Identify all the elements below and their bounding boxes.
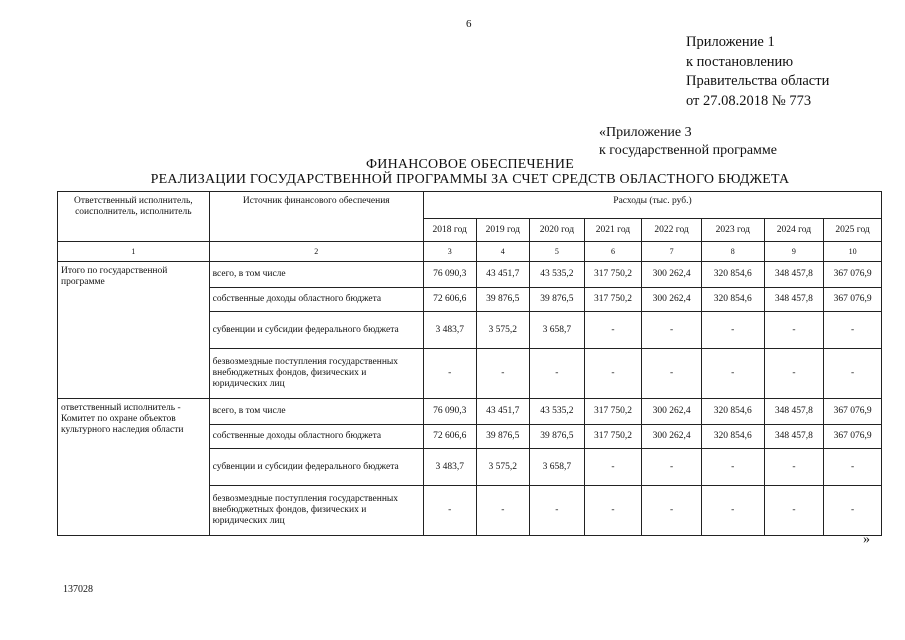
appendix1-line4: от 27.08.2018 № 773 <box>686 92 812 109</box>
value-cell: 367 076,9 <box>824 399 882 425</box>
column-number: 9 <box>764 242 824 262</box>
source-cell: собственные доходы областного бюджета <box>209 288 423 312</box>
executor-cell: Итого по государственной программе <box>58 262 210 399</box>
appendix3-block <box>599 124 777 160</box>
value-cell: 39 876,5 <box>530 425 585 449</box>
value-cell: 72 606,6 <box>423 425 476 449</box>
column-number: 7 <box>642 242 702 262</box>
column-number-row <box>58 242 882 262</box>
header-expenses: Расходы (тыс. руб.) <box>423 192 881 219</box>
value-cell: 348 457,8 <box>764 399 824 425</box>
value-cell: 300 262,4 <box>642 262 702 288</box>
year-header: 2022 год <box>642 219 702 242</box>
source-cell: безвозмездные поступления государственных внебюджетных фондов, физических и юридических лиц <box>209 486 423 536</box>
value-cell: 39 876,5 <box>530 288 585 312</box>
value-cell: 3 658,7 <box>530 449 585 486</box>
year-header: 2023 год <box>701 219 764 242</box>
value-cell: 39 876,5 <box>476 425 530 449</box>
column-number: 5 <box>530 242 585 262</box>
value-cell: - <box>701 312 764 349</box>
value-cell: 3 575,2 <box>476 312 530 349</box>
appendix1-block <box>686 33 829 111</box>
year-header: 2019 год <box>476 219 530 242</box>
value-cell: 43 451,7 <box>476 262 530 288</box>
financing-table <box>57 191 882 536</box>
value-cell: - <box>701 486 764 536</box>
value-cell: 76 090,3 <box>423 399 476 425</box>
value-cell: 3 658,7 <box>530 312 585 349</box>
appendix1-line3: Правительства области <box>686 73 830 89</box>
value-cell: 367 076,9 <box>824 425 882 449</box>
value-cell: 348 457,8 <box>764 262 824 288</box>
value-cell: 43 535,2 <box>530 399 585 425</box>
value-cell: - <box>642 349 702 399</box>
value-cell: - <box>824 312 882 349</box>
year-header: 2024 год <box>764 219 824 242</box>
title-line2: РЕАЛИЗАЦИИ ГОСУДАРСТВЕННОЙ ПРОГРАММЫ ЗА СЧЕТ СРЕДСТВ ОБЛАСТНОГО БЮДЖЕТА <box>150 172 790 187</box>
column-number: 1 <box>58 242 210 262</box>
value-cell: - <box>584 449 642 486</box>
year-header: 2020 год <box>530 219 585 242</box>
source-cell: всего, в том числе <box>209 399 423 425</box>
value-cell: - <box>584 312 642 349</box>
value-cell: 320 854,6 <box>701 399 764 425</box>
value-cell: 317 750,2 <box>584 288 642 312</box>
value-cell: 367 076,9 <box>824 288 882 312</box>
value-cell: 39 876,5 <box>476 288 530 312</box>
value-cell: 72 606,6 <box>423 288 476 312</box>
value-cell: 320 854,6 <box>701 288 764 312</box>
column-number: 6 <box>584 242 642 262</box>
value-cell: 43 451,7 <box>476 399 530 425</box>
value-cell: 3 483,7 <box>423 449 476 486</box>
value-cell: 3 483,7 <box>423 312 476 349</box>
value-cell: - <box>476 486 530 536</box>
value-cell: 348 457,8 <box>764 425 824 449</box>
column-number: 2 <box>209 242 423 262</box>
value-cell: - <box>642 449 702 486</box>
value-cell: 317 750,2 <box>584 399 642 425</box>
value-cell: 300 262,4 <box>642 399 702 425</box>
column-number: 8 <box>701 242 764 262</box>
value-cell: 300 262,4 <box>642 425 702 449</box>
header-source: Источник финансового обеспечения <box>209 192 423 242</box>
value-cell: - <box>701 349 764 399</box>
value-cell: - <box>530 486 585 536</box>
header-row <box>58 192 882 219</box>
table-row <box>58 262 882 288</box>
year-header: 2025 год <box>824 219 882 242</box>
header-executor: Ответственный исполнитель, соисполнитель, исполнитель <box>58 192 210 242</box>
value-cell: - <box>584 349 642 399</box>
title-line1: ФИНАНСОВОЕ ОБЕСПЕЧЕНИЕ <box>366 157 574 172</box>
value-cell: - <box>764 486 824 536</box>
source-cell: субвенции и субсидии федерального бюджета <box>209 312 423 349</box>
value-cell: 43 535,2 <box>530 262 585 288</box>
value-cell: 3 575,2 <box>476 449 530 486</box>
column-number: 10 <box>824 242 882 262</box>
table-row <box>58 399 882 425</box>
source-cell: безвозмездные поступления государственных внебюджетных фондов, физических и юридических лиц <box>209 349 423 399</box>
value-cell: 317 750,2 <box>584 425 642 449</box>
value-cell: - <box>824 449 882 486</box>
appendix3-line2: к государственной программе <box>599 143 777 158</box>
value-cell: - <box>642 312 702 349</box>
value-cell: - <box>584 486 642 536</box>
appendix1-line1: Приложение 1 <box>686 34 775 50</box>
value-cell: - <box>701 449 764 486</box>
value-cell: - <box>476 349 530 399</box>
value-cell: 320 854,6 <box>701 425 764 449</box>
year-header: 2021 год <box>584 219 642 242</box>
value-cell: - <box>824 349 882 399</box>
source-cell: собственные доходы областного бюджета <box>209 425 423 449</box>
value-cell: 317 750,2 <box>584 262 642 288</box>
value-cell: - <box>764 449 824 486</box>
value-cell: 367 076,9 <box>824 262 882 288</box>
value-cell: - <box>423 486 476 536</box>
column-number: 4 <box>476 242 530 262</box>
value-cell: - <box>824 486 882 536</box>
value-cell: 320 854,6 <box>701 262 764 288</box>
continuation-mark: » <box>863 532 870 547</box>
value-cell: 76 090,3 <box>423 262 476 288</box>
value-cell: 300 262,4 <box>642 288 702 312</box>
page-number: 6 <box>466 18 472 30</box>
value-cell: - <box>642 486 702 536</box>
value-cell: - <box>764 349 824 399</box>
executor-cell: ответственный исполнитель - Комитет по охране объектов культурного наследия области <box>58 399 210 536</box>
value-cell: - <box>530 349 585 399</box>
source-cell: всего, в том числе <box>209 262 423 288</box>
value-cell: - <box>764 312 824 349</box>
appendix3-line1: «Приложение 3 <box>599 125 692 140</box>
source-cell: субвенции и субсидии федерального бюджета <box>209 449 423 486</box>
appendix1-line2: к постановлению <box>686 53 794 70</box>
value-cell: - <box>423 349 476 399</box>
column-number: 3 <box>423 242 476 262</box>
year-header: 2018 год <box>423 219 476 242</box>
value-cell: 348 457,8 <box>764 288 824 312</box>
document-code: 137028 <box>63 584 93 595</box>
